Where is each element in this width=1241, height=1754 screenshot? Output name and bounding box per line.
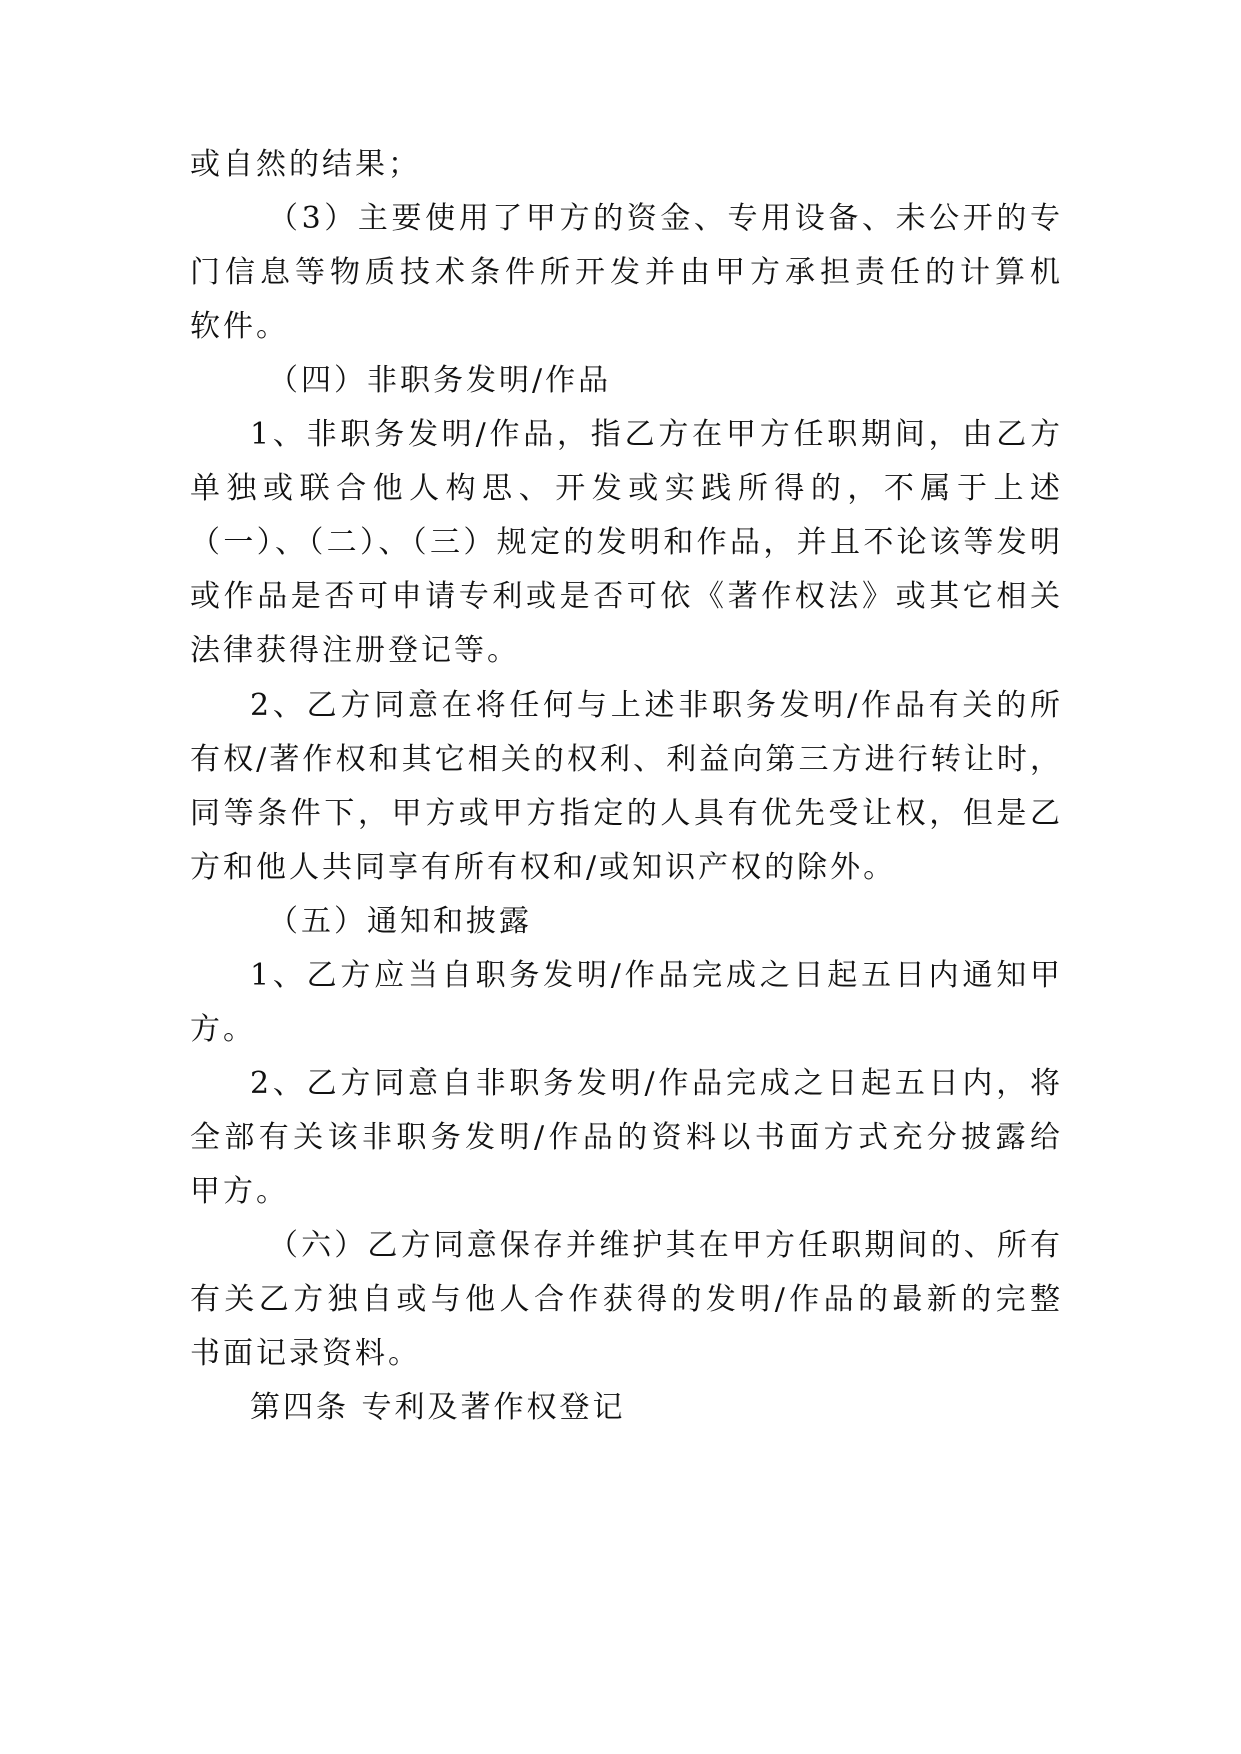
text-line: 全部有关该非职务发明/作品的资料以书面方式充分披露给 [190, 1120, 1060, 1155]
text-line: 方和他人共同享有所有权和/或知识产权的除外。 [190, 850, 897, 885]
text-line: 门信息等物质技术条件所开发并由甲方承担责任的计算机 [190, 255, 1060, 290]
text-line: 或作品是否可申请专利或是否可依《著作权法》或其它相关 [190, 579, 1060, 614]
text-line: 书面记录资料。 [190, 1336, 421, 1371]
text-line: 法律获得注册登记等。 [190, 633, 520, 668]
article-heading: 第四条 专利及著作权登记 [250, 1390, 626, 1425]
text-line: （3）主要使用了甲方的资金、专用设备、未公开的专 [268, 201, 1060, 236]
text-line: 软件。 [190, 309, 289, 344]
text-line: 1、非职务发明/作品，指乙方在甲方任职期间，由乙方 [250, 417, 1060, 452]
text-line: 单独或联合他人构思、开发或实践所得的，不属于上述 [190, 471, 1060, 506]
section-heading: （五）通知和披露 [268, 904, 532, 939]
text-line: 同等条件下，甲方或甲方指定的人具有优先受让权，但是乙 [190, 796, 1060, 831]
text-line: 方。 [190, 1012, 256, 1047]
text-line: 有关乙方独自或与他人合作获得的发明/作品的最新的完整 [190, 1282, 1060, 1317]
text-line: 2、乙方同意在将任何与上述非职务发明/作品有关的所 [250, 688, 1060, 723]
text-line: 2、乙方同意自非职务发明/作品完成之日起五日内，将 [250, 1066, 1060, 1101]
text-line: 1、乙方应当自职务发明/作品完成之日起五日内通知甲 [250, 958, 1060, 993]
text-line: 甲方。 [190, 1174, 289, 1209]
text-line: 或自然的结果； [190, 147, 421, 182]
text-line: 有权/著作权和其它相关的权利、利益向第三方进行转让时， [190, 742, 1060, 777]
text-line: （一）、（二）、（三）规定的发明和作品，并且不论该等发明 [190, 525, 1060, 560]
section-heading: （四）非职务发明/作品 [268, 363, 612, 398]
text-line: （六）乙方同意保存并维护其在甲方任职期间的、所有 [268, 1228, 1060, 1263]
